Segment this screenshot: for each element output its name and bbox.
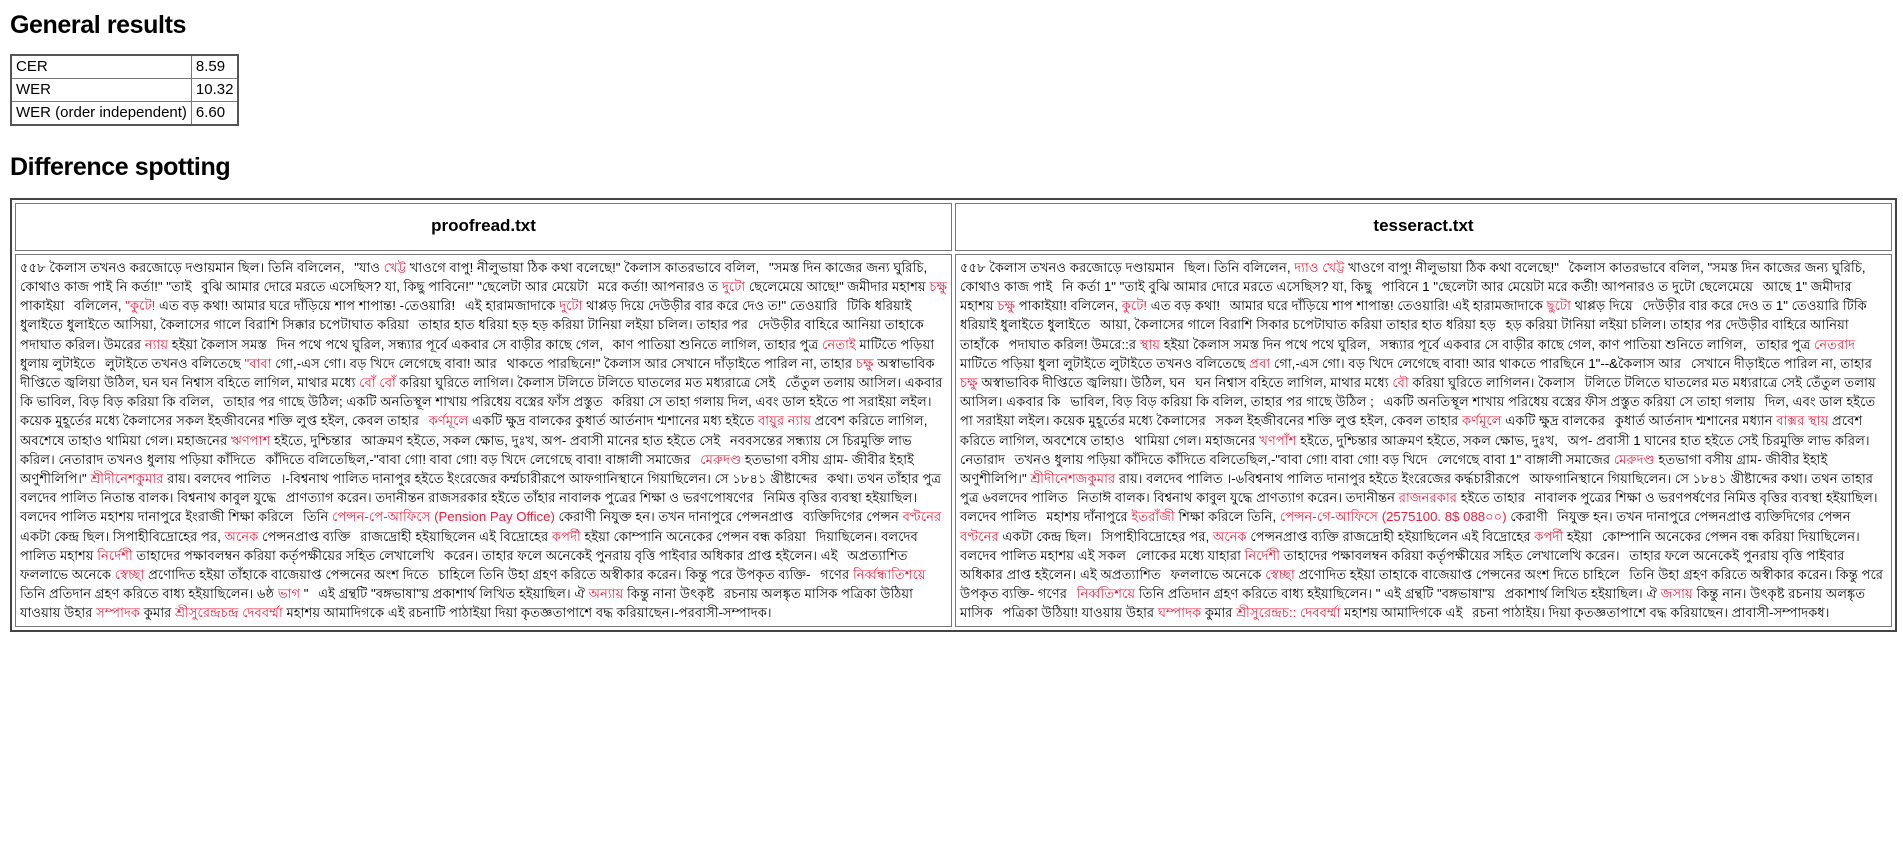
diff-deletion: অনেক	[224, 528, 259, 544]
metric-label-cer: CER	[11, 55, 191, 79]
diff-deletion: খেট্ট	[1322, 259, 1345, 275]
diff-deletion: স্থায়	[1808, 413, 1829, 429]
diff-deletion: চক্ষু	[960, 374, 978, 390]
table-row	[11, 102, 238, 126]
table-header-row	[15, 203, 1892, 251]
diff-deletion: নির্ব্বতিশয়ে	[1076, 586, 1136, 602]
table-row	[11, 78, 238, 101]
diff-deletion: ইতরাঁজী	[1131, 509, 1175, 525]
diff-deletion: বণ্টনের	[960, 528, 999, 544]
diff-deletion: দুটো	[721, 278, 746, 294]
column-header-tesseract: tesseract.txt	[955, 203, 1892, 251]
diff-deletion: শ্রীদীনেশকুমার	[90, 470, 164, 486]
diff-deletion: ছুটো	[1546, 298, 1571, 314]
diff-deletion: চক্ষু	[997, 298, 1016, 314]
diff-deletion: ন্যায়	[144, 336, 169, 352]
diff-deletion: দ্যাও	[1294, 259, 1319, 275]
diff-deletion: কপর্দী	[551, 528, 581, 544]
diff-deletion: খেট্ট	[383, 259, 407, 275]
diff-deletion: জসায়	[1660, 586, 1693, 602]
diff-deletion: নেতাই	[821, 336, 856, 352]
diff-deletion: মেরুদণ্ড	[1613, 451, 1655, 467]
difference-spotting-table	[10, 198, 1897, 632]
diff-deletion: বৌ	[1392, 374, 1409, 390]
diff-deletion: দেববর্ম্মা	[1300, 605, 1341, 621]
diff-deletion: কর্ণমূলে	[428, 413, 469, 429]
diff-deletion: 088০০)	[1463, 509, 1507, 525]
diff-deletion: স্বেচ্ছা	[114, 567, 145, 582]
diff-deletion: (Pension	[434, 509, 487, 525]
diff-deletion: শ্রীসুরেন্দ্রচ::	[1236, 605, 1297, 621]
diff-deletion: ন্যায়	[787, 413, 812, 429]
diff-deletion: বোঁ	[359, 374, 376, 390]
metric-value-cer: 8.59	[191, 55, 238, 79]
diff-deletion: সম্পাদক	[96, 605, 141, 621]
difference-table-body	[15, 254, 1892, 627]
diff-deletion: অনেক	[1212, 528, 1247, 544]
diff-deletion: স্বেচ্ছা	[1265, 567, 1295, 582]
diff-cell-tesseract	[955, 254, 1892, 627]
diff-cell-proofread	[15, 254, 952, 627]
page-title-general-results: General results	[10, 11, 187, 39]
metric-value-wer-order-independent: 6.60	[191, 102, 238, 126]
diff-deletion: কর্ণমূলে	[1461, 413, 1502, 429]
diff-deletion: ভাগ	[277, 586, 301, 602]
diff-deletion: বোঁ	[379, 374, 396, 390]
diff-deletion: কুটে!	[1121, 298, 1148, 314]
diff-deletion: শ্রীসুরেন্দ্রচন্দ্র	[175, 605, 239, 621]
diff-deletion: স্থায়	[1139, 336, 1161, 352]
general-results-body	[11, 55, 238, 126]
diff-deletion: পেন্সন-গে-আফিসে	[1279, 509, 1379, 525]
diff-deletion: পেন্সন-পে-আফিসে	[331, 509, 431, 525]
diff-deletion: রাজনরকার	[1398, 490, 1458, 506]
general-results-table	[10, 54, 239, 127]
diff-deletion: নির্দেশী	[97, 547, 133, 563]
diff-deletion: ঋণপাশ	[230, 432, 271, 448]
column-header-proofread: proofread.txt	[15, 203, 952, 251]
diff-deletion: চক্ষু	[929, 278, 948, 294]
diff-deletion: নেতরাদ	[1813, 336, 1856, 352]
metric-label-wer-order-independent: WER (order independent)	[11, 102, 191, 126]
diff-deletion: "কুটে!	[125, 298, 156, 314]
diff-deletion: বায়ুর	[757, 413, 785, 429]
diff-deletion: বাক্সর	[1776, 413, 1805, 429]
diff-deletion: Office)	[516, 509, 555, 525]
page-title-difference-spotting: Difference spotting	[10, 153, 231, 182]
diff-deletion: প্ৰবা	[1249, 355, 1271, 371]
table-row	[11, 55, 238, 79]
table-row	[15, 254, 1892, 627]
diff-deletion: বণ্টনের	[902, 509, 942, 525]
diff-deletion: দেববর্ম্মা	[242, 605, 283, 621]
diff-deletion: (2575100.	[1381, 509, 1442, 525]
diff-deletion: অন্যায়	[588, 586, 624, 602]
diff-deletion: "বাবা	[244, 355, 272, 371]
diff-deletion: কপর্দী	[1534, 528, 1564, 544]
diff-deletion: খণপাঁশ	[1259, 432, 1297, 448]
diff-deletion: চক্ষু	[855, 355, 874, 371]
diff-deletion: মেরুদণ্ড	[700, 451, 742, 467]
diff-deletion: নির্দেশী	[1244, 547, 1281, 563]
diff-deletion: নির্ব্বন্ধাতিশয়ে	[852, 567, 926, 582]
diff-deletion: ঘম্পাদক	[1157, 605, 1202, 621]
diff-deletion: শ্রীদীনেশজকুমার	[1030, 470, 1116, 486]
difference-table-head	[15, 203, 1892, 251]
diff-deletion: Pay	[489, 509, 513, 525]
diff-deletion: 8$	[1444, 509, 1460, 525]
metric-value-wer: 10.32	[191, 78, 238, 101]
proofread-document-text: ৫৫৮ কৈলাস তখনও করজোড়ে দণ্ডায়মান ছিল। তিনি বলিলেন, "যাও খেট্ট খাওগে বাপু! নীলুভায়া ঠিক কথা বলেছে!" কৈলাস কাতরভাবে বলিল, "সমস্ত দিন কাজের জন্য ঘুরিচি, কোথাও কাজ পাই নি কর্তা!" "তাই বুঝি আমার দোরে মরতে এসেছিস? যা, কিছু পাবিনে!" "ছেলেটা আর মেয়েটা মরে কর্তা! আপনারও ত দুটো ছেলেমেয়ে আছে!" জমীদার মহাশয় চক্ষু পাকাইয়া বলিলেন, "কুটে! এত বড় কথা! আমার ঘরে দাঁড়িয়ে শাপ শাপান্ত! -তেওয়ারি! এই হারামজাদাকে দুটো থাপ্পড় দিয়ে দেউড়ীর বার করে দেও ত!" তেওয়ারি টিকি ধরিয়াই ধুলাইতে ধুলাইতে আসিয়া, কৈলাসের গালে বিরাশি সিক্কার চপেটাঘাত করিয়া তাহার হাত ধরিয়া হড় হড় করিয়া টানিয়া লইয়া চলিল। তাহার পর দেউড়ীর বাহিরে আনিয়া তাহাকে পদাঘাত করিল। উমরের ন্যায় হইয়া কৈলাস সমস্ত দিন পথে পথে ঘুরিল, সন্ধ্যার পূর্বে একবার সে বাড়ীর কাছে গেল, কাণ পাতিয়া শুনিতে লাগিল, তাহার পুত্র নেতাই মাটিতে পড়িয়া ধুলায় লুটাইতে লুটাইতে তখনও বলিতেছে "বাবা গো,-এস গো। বড় খিদে লেগেছে বাবা! আর থাকতে পারছিনে!" কৈলাস আর সেখানে দাঁড়াইতে পারিল না, তাহার চক্ষু অস্বাভাবিক দীপ্তিতে জ্বলিয়া উঠিল, ঘন ঘন নিশ্বাস বহিতে লাগিল, মাথার মধ্যে বোঁ বোঁ করিয়া ঘুরিতে লাগিল। কৈলাস টলিতে টলিতে ঘাতলের মত মধ্যরাত্রে সেই তেঁতুল তলায় আসিল। একবার কি ভাবিল, বিড় বিড় করিয়া কি বলিল, তাহার পর গাছে উঠিল; একটি অনতিস্থূল শাখায় পরিধেয় বস্ত্রের ফাঁস প্রস্তুত করিয়া সে তাহা গলায় দিল, এবং ডাল হইতে পা সরাইয়া লইল। কয়েক মুহূর্তের মধ্যে কৈলাসের সকল ইহজীবনের শক্তি লুপ্ত হইল, কেবল তাহার কর্ণমূলে একটি ক্ষুদ্র বালকের কুধার্ত আর্তনাদ শ্মশানের মধ্য হইতে বায়ুর ন্যায় প্রবেশ করিতে লাগিল, অবশেষে তাহাও থামিয়া গেল। মহাজনের ঋণপাশ হইতে, দুশ্চিন্তার আক্রমণ হইতে, সকল ক্ষোভ, দুঃখ, অপ- প্রবাসী মানের হাত হইতে সেই নববসন্তের সন্ধ্যায় সে চিরমুক্তি লাভ করিল। নেতারাদ তখনও ধুলায় পড়িয়া কাঁদিতে কাঁদিতে বলিতেছিল,-"বাবা গো! বাবা গো! বড় খিদে লেগেছে বাবা! বাঙ্গালী সমাজের মেরুদণ্ড হতভাগা বসীয় গ্রাম- জীবীর ইহাই অণুশীলিপি।" শ্রীদীনেশকুমার রায়। বলদেব পালিত ।-বিশ্বনাথ পালিত দানাপুর হইতে ইংরেজের কর্ম্মচারীরূপে আফগানিস্থানে গিয়াছিলেন। সে ১৮৪১ খ্রীষ্টাব্দের কথা। তথন তাঁহার পুত্র বলদেব পালিত নিতান্ত বালক। বিশ্বনাথ কাবুল যুদ্ধে প্রাণত্যাগ করেন। তদানীন্তন রাজসরকার হইতে তাঁহার নাবালক পুত্রের শিক্ষা ও ভরণপোষণের নিমিত্ত বৃত্তির ব্যবস্থা হইয়াছিল। বলদেব পালিত মহাশয় দানাপুরে ইংরাজী শিক্ষা করিলে তিনি পেন্সন-পে-আফিসে (Pension Pay Office) কেরাণী নিযুক্ত হন। তখন দানাপুরে পেন্সনপ্রাপ্ত ব্যক্তিদিগের পেন্সন বণ্টনের একটা কেন্দ্র ছিল। সিপাহীবিদ্রোহের পর, অনেক পেন্সনপ্রাপ্ত ব্যক্তি রাজদ্রোহী হইয়াছিলেন এই বিদ্রোহের কপর্দী হইয়া কোম্পানি অনেকের পেন্সন বন্ধ করিয়া দিয়াছিলেন। বলদেব পালিত মহাশয় নির্দেশী তাহাদের পক্ষাবলম্বন করিয়া কর্তৃপক্ষীয়ের সহিত লেখালেখি করেন। তাহার ফলে অনেকেই পুনরায় বৃত্তি পাইবার অধিকার প্রাপ্ত হইলেন। এই অপ্রত্যাশিত ফললাভে অনেকে স্বেচ্ছা প্রণোদিত হইয়া তাঁহাকে বাজেয়াপ্ত পেন্সনের অংশ দিতে চাহিলে তিনি উহা গ্রহণ করিতে অস্বীকার করেন। কিন্তু পরে উপকৃত ব্যক্তি- গণের নির্ব্বন্ধাতিশয়ে তিনি প্রতিদান গ্রহণ করিতে বাধ্য হইয়াছিলেন। ৬ষ্ঠ ভাগ " এই গ্রন্থটি "বঙ্গভাষা"য় প্রকাশার্থ লিখিত হইয়াছিল। ঐ অন্যায় কিন্তু নানা উৎকৃষ্ট রচনায় অলঙ্কৃত মাসিক পত্রিকা উঠিয়া যাওয়ায় উহার সম্পাদক কুমার শ্রীসুরেন্দ্রচন্দ্র দেববর্ম্মা মহাশয় আমাদিগকে এই রচনাটি পাঠাইয়া দিয়া কৃতজ্ঞতাপাশে বদ্ধ করিয়াছেন।-পরবাসী-সম্পাদক।	[20, 259, 948, 621]
diff-deletion: দুটো	[559, 298, 583, 314]
tesseract-document-text: ৫৫৮ কৈলাস তখনও করজোড়ে দণ্ডায়মান ছিল। তিনি বলিলেন, দ্যাও খেট্ট খাওগে বাপু! নীলুভায়া ঠিক কথা বলেছে!" কৈলাস কাতরভাবে বলিল, "সমস্ত দিন কাজের জন্য ঘুরিচি, কোথাও কাজ পাই নি কর্তা 1" "তাই বুঝি আমার দোরে মরতে এসেছিস? যা, কিছু পাবিনে 1 "ছেলেটা আর মেয়েটা মরে কর্তী! আপনারও ত দুটো ছেলেমেয়ে আছে 1" জমীদার মহাশয় চক্ষু পাকাইয়া! বলিলেন, কুটে! এত বড় কথা! আমার ঘরে দাঁড়িয়ে শাপ শাপান্ত! তেওয়ারি! এই হারামজাদাকে ছুটো থাপ্পড় দিয়ে দেউড়ীর বার করে দেও ত 1" তেওয়ারি টিকি ধরিয়াই ধুলাইতে ধুলাইতে আয়া, কৈলাসের গালে বিরাশি সিকার চপেটাঘাত করিয়া তাহার হাত ধরিয়া হড় হড় করিয়া টানিয়া লইয়া চলিল। তাহার পর দেউড়ীর বাহিরে আনিয়া তাহাঁকে পদাঘাত করিল! উমরে::র স্থায় হইয়া কৈলাস সমস্ত দিন পথে পথে ঘুরিল, সন্ধ্যার পূর্বে একবার সে বাড়ীর কাছে গেল, কাণ পাতিয়া শুনিতে লাগিল, তাহার পুত্র নেতরাদ মাটিতে পড়িয়া ধুলা লুটাইতে লুটাইতে তখনও বলিতেছে প্ৰবা গো,-এস গো। বড় খিদে লেগেছে বাবা! আর থাকতে পারছিনে 1"--&কৈলাস আর সেখানে দীড়াইতে পারিল না, তাহার চক্ষু অস্বাভাবিক দীপ্তিতে জ্বলিয়া। উঠিল, ঘন ঘন নিশ্বাস বহিতে লাগিল, মাথার মধ্যে বৌ করিয়া ঘুরিতে লাগিলন। কৈলাস টলিতে টলিতে ঘাতলের মত মধ্যরাত্রে সেই তেঁতুল তলায় আসিল। একবার কি ভাবিল, বিড় বিড় করিয়া কি বলিল, তাহার পর গাছে উঠিল ; একটি অনতিস্থূল শাখায় পরিধেয় বস্ত্রের ফীস প্রস্তুত করিয়া সে তাহা গলায় দিল, এবং ডাল হইতে পা সরাইয়া লইল। কয়েক মুহূর্তের মধ্যে কৈলাসের সকল ইহজীবনের শক্তি লুপ্ত হইল, কেবল তাহার কর্ণমূলে একটি ক্ষুদ্র বালকের কুধার্ত আর্তনাদ শ্মশানের মধ্যান বাক্সর স্থায় প্রবেশ করিতে লাগিল, অবশেষে তাহাও থামিয়া গেল। মহাজনের খণপাঁশ হইতে, দুশ্চিন্তার আক্রমণ হইতে, সকল ক্ষোভ, দুঃখ, অপ- প্রবাসী 1 ঘানের হাত হইতে সেই চিরমুক্তি লাভ করিল। নেতারাদ তখনও ধুলায় পড়িয়া কাঁদিতে কাঁদিতে বলিতেছিল,-"বাবা গো! বাবা গো! বড় খিদে লেগেছে বাবা 1" বাঙ্গালী সমাজের মেরুদণ্ড হতভাগা বসীয় গ্রাম- জীবীর ইহাই অণুশীলিপি।" শ্রীদীনেশজকুমার রায়। বলদেব পালিত ।-৬বিশ্বনাথ পালিত দানাপুর হইতে ইংরেজের কর্দ্ধচারীরূপে আফগানিস্থানে গিয়াছিলেন। সে ১৮৪১ খ্রীষ্টাব্দের কথা। তথন তাহার পুত্র ৬বলদেব পালিত নিতাঈ বালক। বিশ্বনাথ কাবুল যুদ্ধে প্রাণত্যাগ করেন। তদানীন্তন রাজনরকার হইতে তাহার নাবালক পুত্রের শিক্ষা ও ভরণপর্ষণের নিমিত্ত বৃত্তির ব্যবস্থা হইয়াছিল। বলদেব পালিত মহাশয় দাঁনাপুরে ইতরাঁজী শিক্ষা করিলে তিনি, পেন্সন-গে-আফিসে (2575100. 8$ 088০০) কেরাণী নিযুক্ত হন। তখন দানাপুরে পেন্সনপ্রাপ্ত ব্যক্তিদিগের পেন্সন বণ্টনের একটা কেন্দ্র ছিল। সিপাহীবিদ্রোহের পর, অনেক পেন্সনপ্রাপ্ত ব্যক্তি রাজদ্রোহী হইয়াছিলেন এই বিদ্রোহের কপর্দী হইয়া কোম্পানি অনেকের পেন্সন বন্ধ করিয়া দিয়াছিলেন। বলদেব পালিত মহাশয় এই সকল লোকের মধ্যে যাহারা নির্দেশী তাহাদের পক্ষাবলম্বন করিয়া কর্তৃপক্ষীয়ের সহিত লেখালেখি করেন। তাহার ফলে অনেকেই পুনরায় বৃত্তি পাইবার অধিকার প্রাপ্ত হইলেন। এই অপ্রত্যাশিত ফললাভে অনেকে স্বেচ্ছা প্রণোদিত হইয়া তাহাকে বাজেয়াপ্ত পেন্সনের অংশ দিতে চাহিলে তিনি উহা গ্রহণ করিতে অস্বীকার করেন। কিন্তু পরে উপকৃত ব্যক্তি- গণের নির্ব্বতিশয়ে তিনি প্রতিদান গ্রহণ করিতে বাধ্য হইয়াছিলেন। " এই গ্রন্থটি "বঙ্গভাষা"য় প্রকাশার্থ লিখিত হইয়াছিল। ঐ জসায় কিন্তু নান। উৎকৃষ্ট রচনায় অলঙ্কৃত মাসিক পত্রিকা উঠিয়া! যাওয়ায় উহার ঘম্পাদক কুমার শ্রীসুরেন্দ্রচ:: দেববর্ম্মা মহাশয় আমাদিগকে এই রচনা পাঠাইয়। দিয়া কৃতজ্ঞতাপাশে বদ্ধ করিয়াছেন। প্রাবাসী-সম্পাদকধ।	[960, 259, 1884, 621]
metric-label-wer: WER	[11, 78, 191, 101]
